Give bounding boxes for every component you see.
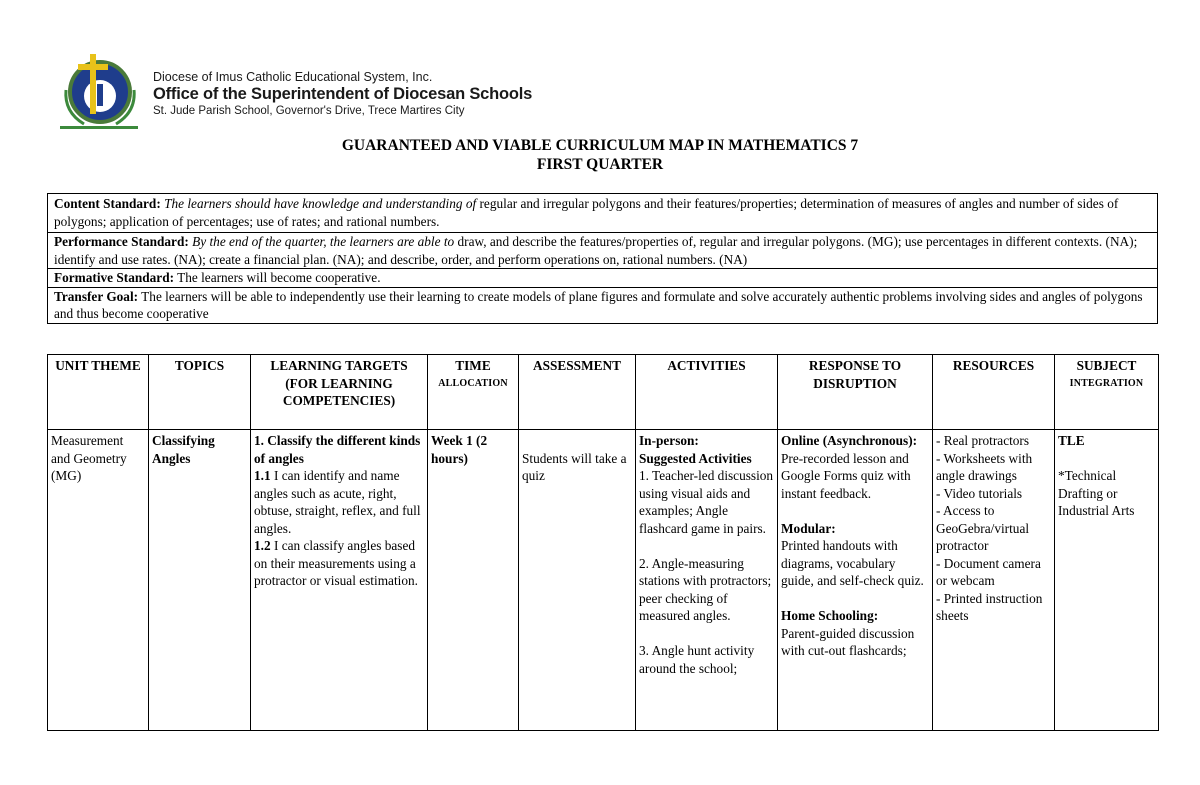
cell-subject-integration — [1055, 430, 1159, 731]
target-1-number: 1.1 — [254, 468, 271, 483]
standards-table — [47, 193, 1158, 324]
cell-unit-theme: Measurement and Geometry (MG) — [48, 430, 149, 731]
school-address: St. Jude Parish School, Governor's Drive, Trece Martires City — [153, 105, 465, 117]
response-online-label: Online (Asynchronous): — [781, 433, 918, 448]
formative-standard-text: The learners will become cooperative. — [174, 270, 381, 285]
cell-time: Week 1 (2 hours) — [428, 430, 519, 731]
header-resources: RESOURCES — [933, 355, 1055, 430]
header-integration: INTEGRATION — [1069, 377, 1144, 389]
resource-item: - Document camera or webcam — [936, 555, 1041, 588]
cell-topic: Classifying Angles — [149, 430, 251, 731]
header-time: TIME — [455, 358, 491, 373]
subject-text: *Technical Drafting or Industrial Arts — [1058, 468, 1135, 518]
content-standard-text: regular and irregular polygons and their features/properties; determination of measures of angles and number of sides of polygons; application of percentages; use of rates; and rational numbers. — [54, 196, 1119, 229]
response-modular-label: Modular: — [781, 520, 836, 536]
document-subtitle: FIRST QUARTER — [536, 156, 664, 173]
activities-inperson-label: In-person: — [639, 433, 699, 448]
cell-learning-targets — [251, 430, 428, 731]
office-name: Office of the Superintendent of Diocesan Schools — [153, 85, 533, 103]
resource-item: - Access to GeoGebra/virtual protractor — [936, 503, 1030, 553]
content-standard-intro: The learners should have knowledge and understanding of — [164, 196, 477, 211]
subject-title: TLE — [1058, 433, 1085, 448]
document-title: GUARANTEED AND VIABLE CURRICULUM MAP IN MATHEMATICS 7 — [341, 137, 859, 154]
target-1 — [254, 467, 424, 537]
org-name: Diocese of Imus Catholic Educational System, Inc. — [153, 70, 433, 84]
cell-activities — [636, 430, 778, 731]
resource-item: - Printed instruction sheets — [936, 590, 1043, 623]
transfer-goal-text: The learners will be able to independently use their learning to create models of plane figures and formulate and solve accurately authentic problems involving sides and angles of polygons and thus become cooperative — [54, 288, 1143, 321]
header-time-allocation — [428, 355, 519, 430]
activities-suggested-label: Suggested Activities — [639, 450, 752, 466]
target-1-text: I can identify and name angles such as acute, right, obtuse, straight, reflex, and full angles. — [254, 468, 421, 536]
header-unit-theme: UNIT THEME — [48, 355, 149, 430]
response-online-text: Pre-recorded lesson and Google Forms quiz with instant feedback. — [781, 450, 911, 501]
formative-standard-label: Formative Standard: — [54, 270, 175, 285]
target-2-text: I can classify angles based on their measurements using a protractor or visual estimation. — [254, 538, 418, 588]
transfer-goal-row — [48, 287, 1158, 323]
performance-standard-text: draw, and describe the features/properties of, regular and irregular polygons. (MG); use percentages in different contexts. (NA); identify and use rates. (NA); create a financial plan. (NA); and describe, order, and perform operations on, rational numbers. (NA) — [54, 234, 1138, 267]
diocese-logo — [60, 50, 138, 132]
resource-item: - Real protractors — [936, 433, 1030, 448]
transfer-goal-label: Transfer Goal: — [54, 288, 139, 304]
performance-standard-row — [48, 233, 1158, 269]
curriculum-map-table — [47, 354, 1159, 731]
target-2 — [254, 537, 424, 590]
formative-standard-row — [48, 269, 1158, 288]
header-learning-targets: LEARNING TARGETS (FOR LEARNING COMPETENCIES) — [251, 355, 428, 430]
header-response: RESPONSE TO DISRUPTION — [778, 355, 933, 430]
organization-header — [153, 70, 532, 118]
table-row — [48, 430, 1159, 731]
header-allocation: ALLOCATION — [438, 377, 508, 389]
response-home-text: Parent-guided discussion with cut-out flashcards; — [781, 625, 915, 658]
table-header-row — [48, 355, 1159, 430]
resource-item: - Video tutorials — [936, 485, 1023, 501]
assessment-text: Students will take a quiz — [522, 450, 627, 483]
header-subject-integration — [1055, 355, 1159, 430]
resource-item: - Worksheets with angle drawings — [936, 450, 1033, 483]
cell-resources — [933, 430, 1055, 731]
header-topics: TOPICS — [149, 355, 251, 430]
header-activities: ACTIVITIES — [636, 355, 778, 430]
header-subject: SUBJECT — [1076, 358, 1137, 373]
activity-1: 1. Teacher-led discussion using visual aids and examples; Angle flashcard game in pairs. — [639, 468, 774, 536]
response-modular-text: Printed handouts with diagrams, vocabulary guide, and self-check quiz. — [781, 538, 924, 588]
header-assessment: ASSESSMENT — [519, 355, 636, 430]
target-title: 1. Classify the different kinds of angles — [254, 433, 421, 466]
cell-response — [778, 430, 933, 731]
content-standard-row — [48, 194, 1158, 233]
activity-3: 3. Angle hunt activity around the school; — [639, 643, 755, 676]
response-home-label: Home Schooling: — [781, 608, 879, 623]
performance-standard-intro: By the end of the quarter, the learners are able to — [192, 234, 455, 249]
activity-2: 2. Angle-measuring stations with protractors; peer checking of measured angles. — [639, 555, 772, 623]
performance-standard-label: Performance Standard: — [54, 234, 189, 249]
target-2-number: 1.2 — [254, 538, 271, 553]
cell-assessment — [519, 430, 636, 731]
content-standard-label: Content Standard: — [54, 196, 161, 211]
